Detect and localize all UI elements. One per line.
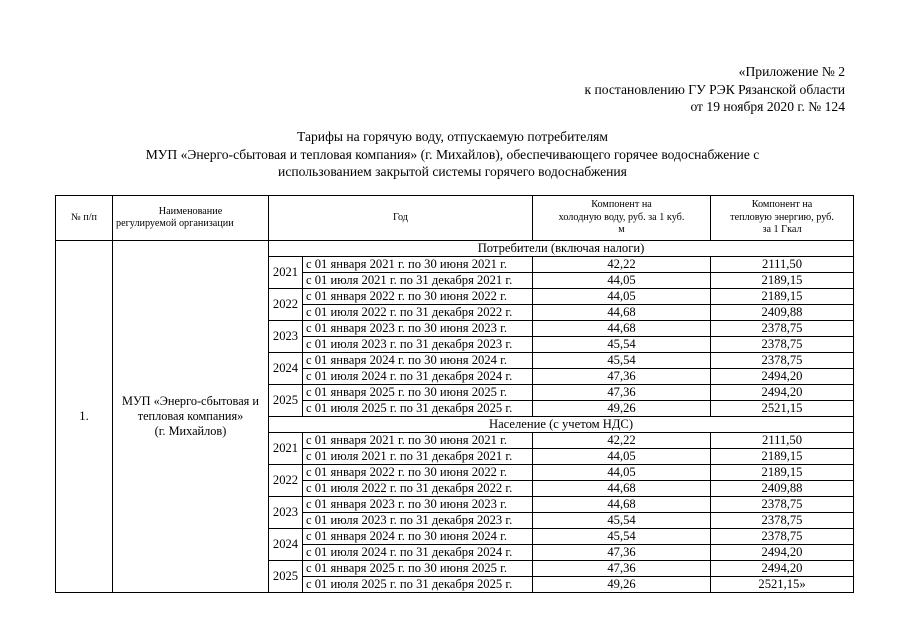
period-cell: с 01 января 2023 г. по 30 июня 2023 г. [303, 321, 533, 337]
cold-water-cell: 47,36 [533, 545, 711, 561]
cold-water-cell: 45,54 [533, 337, 711, 353]
cold-water-cell: 44,05 [533, 289, 711, 305]
cold-water-cell: 44,68 [533, 321, 711, 337]
heat-energy-cell: 2378,75 [711, 513, 854, 529]
period-cell: с 01 января 2022 г. по 30 июня 2022 г. [303, 289, 533, 305]
heat-energy-cell: 2409,88 [711, 481, 854, 497]
organization-name [113, 241, 269, 593]
document-title [0, 128, 905, 181]
heat-energy-cell: 2378,75 [711, 529, 854, 545]
cold-water-cell: 49,26 [533, 401, 711, 417]
cold-water-cell: 47,36 [533, 369, 711, 385]
section-title: Потребители (включая налоги) [269, 241, 854, 257]
year-cell: 2023 [269, 321, 303, 353]
period-cell: с 01 января 2021 г. по 30 июня 2021 г. [303, 257, 533, 273]
heat-energy-cell: 2378,75 [711, 353, 854, 369]
heat-energy-cell: 2494,20 [711, 369, 854, 385]
year-cell: 2025 [269, 385, 303, 417]
year-cell: 2024 [269, 353, 303, 385]
heat-energy-cell: 2494,20 [711, 385, 854, 401]
organization-name-line: (г. Михайлов) [154, 424, 227, 438]
cold-water-cell: 45,54 [533, 529, 711, 545]
cold-water-cell: 44,68 [533, 305, 711, 321]
appendix-line-3: от 19 ноября 2020 г. № 124 [690, 99, 845, 114]
cold-water-cell: 45,54 [533, 513, 711, 529]
cold-water-cell: 47,36 [533, 385, 711, 401]
period-cell: с 01 июля 2021 г. по 31 декабря 2021 г. [303, 449, 533, 465]
period-cell: с 01 июля 2025 г. по 31 декабря 2025 г. [303, 401, 533, 417]
year-cell: 2022 [269, 289, 303, 321]
period-cell: с 01 января 2024 г. по 30 июня 2024 г. [303, 353, 533, 369]
year-cell: 2021 [269, 257, 303, 289]
heat-energy-cell: 2378,75 [711, 321, 854, 337]
row-number: 1. [56, 241, 113, 593]
organization-name-line: МУП «Энерго-сбытовая и [122, 394, 259, 408]
title-line-2: МУП «Энерго-сбытовая и тепловая компания» (г. Михайлов), обеспечивающего горячее водоснабжение с [145, 146, 760, 162]
cold-water-cell: 47,36 [533, 561, 711, 577]
period-cell: с 01 января 2025 г. по 30 июня 2025 г. [303, 385, 533, 401]
cold-water-cell: 42,22 [533, 257, 711, 273]
heat-energy-cell: 2189,15 [711, 273, 854, 289]
table-body [56, 241, 854, 593]
tariffs-table [55, 195, 854, 593]
period-cell: с 01 июля 2023 г. по 31 декабря 2023 г. [303, 513, 533, 529]
title-line-3: использованием закрытой системы горячего водоснабжения [278, 164, 627, 179]
cold-water-cell: 42,22 [533, 433, 711, 449]
period-cell: с 01 января 2021 г. по 30 июня 2021 г. [303, 433, 533, 449]
appendix-line-2: к постановлению ГУ РЭК Рязанской области [584, 81, 845, 97]
title-line-1: Тарифы на горячую воду, отпускаемую потребителям [297, 129, 608, 144]
period-cell: с 01 января 2025 г. по 30 июня 2025 г. [303, 561, 533, 577]
appendix-line-1: «Приложение № 2 [738, 64, 845, 79]
cold-water-cell: 44,68 [533, 497, 711, 513]
organization-name-line: тепловая компания» [137, 409, 244, 423]
cold-water-cell: 44,05 [533, 273, 711, 289]
header-cold-water: Компонент на холодную воду, руб. за 1 куб. м [533, 196, 711, 241]
header-heat-energy: Компонент на тепловую энергию, руб. за 1 Гкал [711, 196, 854, 241]
heat-energy-cell: 2111,50 [711, 257, 854, 273]
period-cell: с 01 июля 2025 г. по 31 декабря 2025 г. [303, 577, 533, 593]
section-row [56, 241, 854, 257]
year-cell: 2025 [269, 561, 303, 593]
header-organization: Наименование регулируемой организации [113, 196, 269, 241]
heat-energy-cell: 2521,15» [711, 577, 854, 593]
heat-energy-cell: 2189,15 [711, 465, 854, 481]
header-num: № п/п [56, 196, 113, 241]
period-cell: с 01 января 2022 г. по 30 июня 2022 г. [303, 465, 533, 481]
appendix-header [584, 63, 845, 116]
cold-water-cell: 49,26 [533, 577, 711, 593]
section-title: Население (с учетом НДС) [269, 417, 854, 433]
period-cell: с 01 июля 2022 г. по 31 декабря 2022 г. [303, 481, 533, 497]
heat-energy-cell: 2494,20 [711, 561, 854, 577]
period-cell: с 01 июля 2024 г. по 31 декабря 2024 г. [303, 369, 533, 385]
heat-energy-cell: 2189,15 [711, 289, 854, 305]
year-cell: 2024 [269, 529, 303, 561]
heat-energy-cell: 2189,15 [711, 449, 854, 465]
period-cell: с 01 июля 2023 г. по 31 декабря 2023 г. [303, 337, 533, 353]
year-cell: 2023 [269, 497, 303, 529]
cold-water-cell: 44,05 [533, 465, 711, 481]
header-year: Год [269, 196, 533, 241]
heat-energy-cell: 2521,15 [711, 401, 854, 417]
period-cell: с 01 июля 2024 г. по 31 декабря 2024 г. [303, 545, 533, 561]
heat-energy-cell: 2378,75 [711, 497, 854, 513]
heat-energy-cell: 2111,50 [711, 433, 854, 449]
period-cell: с 01 января 2024 г. по 30 июня 2024 г. [303, 529, 533, 545]
cold-water-cell: 45,54 [533, 353, 711, 369]
heat-energy-cell: 2409,88 [711, 305, 854, 321]
cold-water-cell: 44,68 [533, 481, 711, 497]
year-cell: 2022 [269, 465, 303, 497]
header-row [56, 196, 854, 241]
heat-energy-cell: 2378,75 [711, 337, 854, 353]
heat-energy-cell: 2494,20 [711, 545, 854, 561]
year-cell: 2021 [269, 433, 303, 465]
cold-water-cell: 44,05 [533, 449, 711, 465]
period-cell: с 01 июля 2022 г. по 31 декабря 2022 г. [303, 305, 533, 321]
period-cell: с 01 июля 2021 г. по 31 декабря 2021 г. [303, 273, 533, 289]
period-cell: с 01 января 2023 г. по 30 июня 2023 г. [303, 497, 533, 513]
